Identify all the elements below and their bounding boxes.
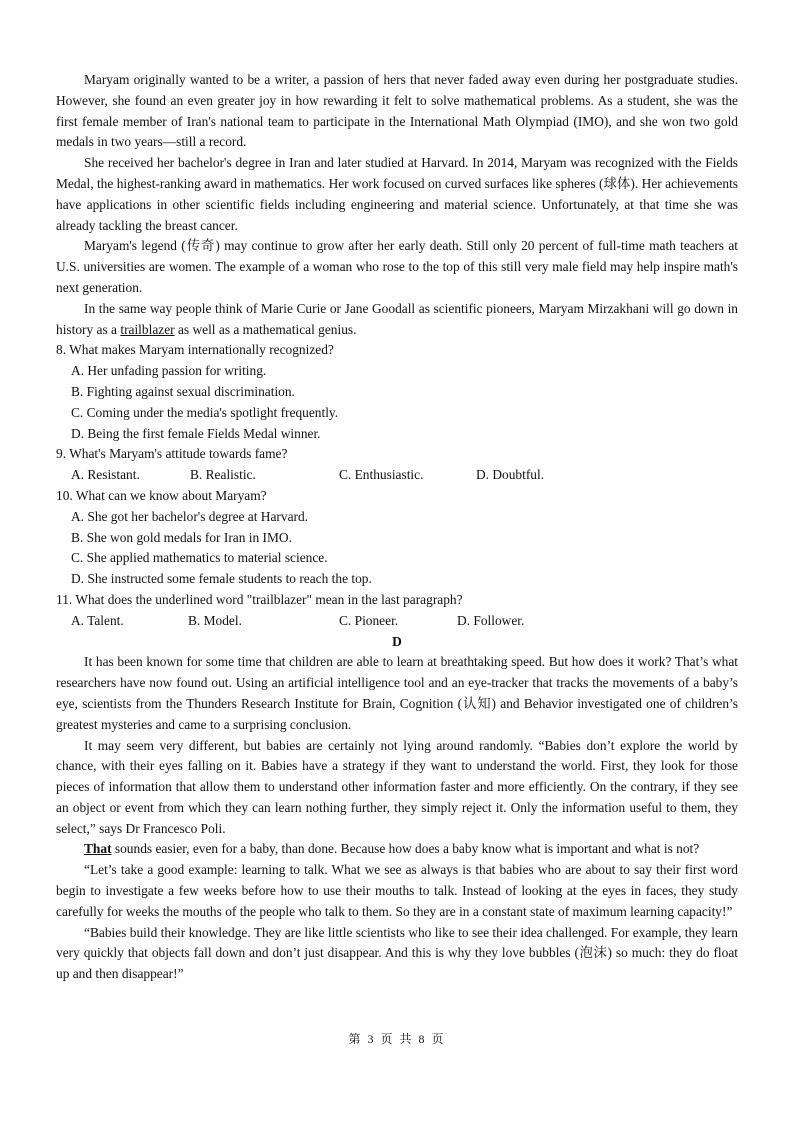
option-c: C. Pioneer. bbox=[339, 612, 399, 628]
options-row bbox=[56, 611, 738, 632]
option-b: B. Fighting against sexual discrimination. bbox=[71, 383, 295, 399]
question-stem: 8. What makes Maryam internationally recognized? bbox=[56, 342, 334, 358]
options-row bbox=[56, 465, 738, 486]
question-9 bbox=[56, 444, 738, 486]
page-number-footer: 第 3 页 共 8 页 bbox=[348, 1032, 446, 1046]
passage-d-paragraph-1: It has been known for some time that children are able to learn at breathtaking speed. But how does it work? That’s what researchers have now found out. Using an artificial intelligence tool and an eye-tracker that tracks the movements of a baby’s eye, scientists from the Thunders Research Institute for Brain, Cognition (认知) and Behavior investigated one of children’s greatest mysteries and came to a surprising conclusion. bbox=[56, 654, 738, 732]
underlined-word-that: That bbox=[84, 841, 112, 857]
question-stem: 9. What's Maryam's attitude towards fame? bbox=[56, 446, 288, 462]
question-8 bbox=[56, 340, 738, 444]
question-stem: 10. What can we know about Maryam? bbox=[56, 487, 267, 503]
passage-d-paragraph-3 bbox=[56, 839, 738, 860]
paragraph-text: In the same way people think of Marie Curie or Jane Goodall as scientific pioneers, Maryam Mirzakhani will go down in history as a bbox=[56, 300, 738, 337]
option-d: D. Doubtful. bbox=[476, 467, 545, 483]
passage-c-paragraph-3: Maryam's legend (传奇) may continue to grow after her early death. Still only 20 percent of full-time math teachers at U.S. universities are women. The example of a woman who rose to the top of this still very male field may help inspire math's next generation. bbox=[56, 238, 738, 295]
passage-d-paragraph-2: It may seem very different, but babies are certainly not lying around randomly. “Babies don’t explore the world by chance, with their eyes falling on it. Babies have a strategy if they want to understand the world. First, they look for those pieces of information that allow them to understand other information faster and more efficiently. On the contrary, if they see an object or event from which they can learn nothing further, they simply reject it. Only the information useful to them, they select,” says Dr Francesco Poli. bbox=[56, 737, 738, 836]
option-b: B. Model. bbox=[188, 612, 242, 628]
option-b: B. Realistic. bbox=[190, 467, 256, 483]
option-a: A. Resistant. bbox=[71, 467, 140, 483]
underlined-word-trailblazer: trailblazer bbox=[120, 321, 175, 337]
option-c: C. Coming under the media's spotlight frequently. bbox=[71, 404, 339, 420]
passage-d-paragraph-4: “Let’s take a good example: learning to talk. What we see as always is that babies who are about to say their first word begin to investigate a few weeks before how to use their mouths to talk. Instead of looking at the eyes in faces, they study carefully for weeks the mouths of the people who talk to them. So they are in a constant state of maximum learning capacity!” bbox=[56, 862, 738, 919]
page-content bbox=[56, 70, 738, 985]
option-a: A. Her unfading passion for writing. bbox=[71, 363, 267, 379]
paragraph-text: as well as a mathematical genius. bbox=[174, 321, 357, 337]
option-d: D. Being the first female Fields Medal winner. bbox=[71, 425, 321, 441]
passage-c-paragraph-4 bbox=[56, 299, 738, 341]
question-11 bbox=[56, 590, 738, 632]
paragraph-text: sounds easier, even for a baby, than done. Because how does a baby know what is important and what is not? bbox=[111, 841, 700, 857]
option-a: A. She got her bachelor's degree at Harvard. bbox=[71, 508, 309, 524]
option-d: D. She instructed some female students to reach the top. bbox=[71, 571, 372, 587]
option-a: A. Talent. bbox=[71, 612, 124, 628]
option-d: D. Follower. bbox=[457, 612, 525, 628]
passage-c-paragraph-2: She received her bachelor's degree in Iran and later studied at Harvard. In 2014, Maryam was recognized with the Fields Medal, the highest-ranking award in mathematics. Her work focused on curved surfaces like spheres (球体). Her achievements have applications in other scientific fields including engineering and material science. Unfortunately, at that time she was already tackling the breast cancer. bbox=[56, 155, 738, 233]
question-10 bbox=[56, 486, 738, 590]
passage-d-paragraph-5: “Babies build their knowledge. They are like little scientists who like to see their idea challenged. For example, they learn very quickly that objects fall down and don’t just disappear. And this is why they love bubbles (泡沫) so much: they do float up and then disappear!” bbox=[56, 924, 738, 982]
section-heading-d: D bbox=[392, 633, 402, 649]
option-b: B. She won gold medals for Iran in IMO. bbox=[71, 529, 292, 545]
option-c: C. Enthusiastic. bbox=[339, 467, 424, 483]
option-c: C. She applied mathematics to material science. bbox=[71, 550, 328, 566]
passage-c-paragraph-1: Maryam originally wanted to be a writer, a passion of hers that never faded away even during her postgraduate studies. However, she found an even greater joy in how rewarding it felt to solve mathematical problems. As a student, she was the first female member of Iran's national team to participate in the International Math Olympiad (IMO), and she won two gold medals in two years—still a record. bbox=[56, 72, 738, 150]
question-stem: 11. What does the underlined word "trailblazer" mean in the last paragraph? bbox=[56, 591, 463, 607]
